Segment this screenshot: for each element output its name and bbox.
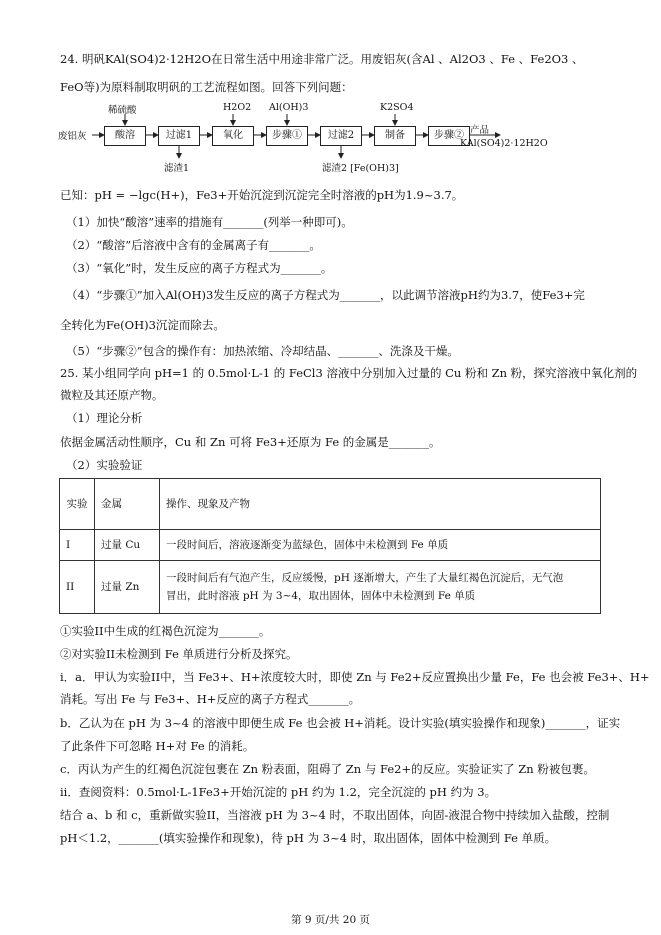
step-2: 步骤② bbox=[428, 126, 470, 146]
q24-part-1: （1）加快“酸溶”速率的措施有_______(列举一种即可)。 bbox=[66, 215, 353, 229]
q24-part-4b: 全转化为Fe(OH)3沉淀而除去。 bbox=[60, 318, 225, 332]
q25-ib-2: 了此条件下可忽略 H+对 Fe 的消耗。 bbox=[60, 739, 255, 753]
product-label: 产品 bbox=[470, 125, 490, 136]
q25-ia-2: 消耗。写出 Fe 与 Fe3+、H+反应的离子方程式_______。 bbox=[60, 692, 361, 706]
q25-ic: c．丙认为产生的红褐色沉淀包裹在 Zn 粉表面，阻碍了 Zn 与 Fe2+的反应。实验证实了 Zn 粉被包裹。 bbox=[60, 762, 595, 776]
q25-ii: ii．查阅资料：0.5mol·L-1Fe3+开始沉淀的 pH 约为 1.2，完全沉淀的 pH 约为 3。 bbox=[60, 785, 497, 799]
step-acid-dissolve: 酸溶 bbox=[104, 126, 146, 146]
step-filter-2: 过滤2 bbox=[320, 126, 362, 146]
experiment-table bbox=[59, 478, 601, 614]
product-formula: KAl(SO4)2·12H2O bbox=[460, 138, 548, 149]
row-2-metal: 过量 Zn bbox=[95, 561, 160, 614]
q25-sub-1: ①实验II中生成的红褐色沉淀为_______。 bbox=[60, 624, 271, 638]
q25-part-1-title: （1）理论分析 bbox=[66, 411, 143, 425]
reagent-h2o2: H2O2 bbox=[223, 102, 252, 113]
reagent-acid: 稀硫酸 bbox=[108, 105, 137, 116]
reagent-aloh3: Al(OH)3 bbox=[269, 102, 309, 113]
step-1: 步骤① bbox=[266, 126, 308, 146]
q25-final-1: 结合 a、b 和 c，重新做实验II，当溶液 pH 为 3~4 时，不取出固体，向固-液混合物中持续加入盐酸，控制 bbox=[60, 808, 610, 822]
table-row bbox=[60, 561, 601, 614]
q25-ib-1: b．乙认为在 pH 为 3~4 的溶液中即便生成 Fe 也会被 H+消耗。设计实验(填实验操作和现象)_______，证实 bbox=[60, 716, 621, 730]
row-1-metal: 过量 Cu bbox=[95, 530, 160, 561]
q24-known: 已知：pH = −lgc(H+)，Fe3+开始沉淀到沉淀完全时溶液的pH为1.9~3.7。 bbox=[60, 188, 464, 202]
step-prepare: 制备 bbox=[374, 126, 416, 146]
page-footer: 第 9 页/共 20 页 bbox=[291, 914, 370, 926]
q25-ia-1: i．a．甲认为实验II中，当 Fe3+、H+浓度较大时，即使 Zn 与 Fe2+反应置换出少量 Fe，Fe 也会被 Fe3+、H+ bbox=[60, 670, 650, 684]
filter-residue-2: 滤渣2 [Fe(OH)3] bbox=[322, 163, 399, 174]
q25-intro-1: 25. 某小组同学向 pH=1 的 0.5mol·L-1 的 FeCl3 溶液中分别加入过量的 Cu 粉和 Zn 粉，探究溶液中氧化剂的 bbox=[60, 366, 638, 380]
step-oxidize: 氧化 bbox=[212, 126, 254, 146]
header-metal: 金属 bbox=[95, 479, 160, 530]
step-filter-1: 过滤1 bbox=[158, 126, 200, 146]
header-experiment: 实验 bbox=[60, 479, 95, 530]
q24-intro: 24. 明矾KAl(SO4)2·12H2O在日常生活中用途非常广泛。用废铝灰(含Al 、Al2O3 、Fe 、Fe2O3 、 bbox=[60, 52, 584, 66]
q24-intro-2: FeO等)为原料制取明矾的工艺流程如图。回答下列问题： bbox=[60, 80, 353, 94]
process-flow-diagram bbox=[58, 102, 548, 176]
row-2-desc-line-2: 冒出，此时溶液 pH 为 3~4，取出固体，固体中未检测到 Fe 单质 bbox=[166, 590, 476, 602]
q25-part-1-text: 依据金属活动性顺序，Cu 和 Zn 可将 Fe3+还原为 Fe 的金属是_______。 bbox=[60, 435, 441, 449]
row-2-desc bbox=[160, 561, 601, 614]
q24-part-4a: （4）“步骤①”加入Al(OH)3发生反应的离子方程式为_______，以此调节溶液pH约为3.7，使Fe3+完 bbox=[66, 288, 585, 302]
flow-start: 废铝灰 bbox=[58, 131, 87, 142]
q25-intro-2: 微粒及其还原产物。 bbox=[60, 388, 164, 402]
header-operation: 操作、现象及产物 bbox=[160, 479, 601, 530]
row-2-id: II bbox=[60, 561, 95, 614]
row-1-desc: 一段时间后，溶液逐渐变为蓝绿色，固体中未检测到 Fe 单质 bbox=[160, 530, 601, 561]
table-row bbox=[60, 530, 601, 561]
table-header-row bbox=[60, 479, 601, 530]
q25-final-2: pH＜1.2，_______(填实验操作和现象)，待 pH 为 3~4 时，取出固体，固体中检测到 Fe 单质。 bbox=[60, 831, 557, 845]
row-2-desc-line-1: 一段时间后有气泡产生，反应缓慢，pH 逐渐增大，产生了大量红褐色沉淀后，无气泡 bbox=[166, 572, 564, 584]
q24-part-2: （2）“酸溶”后溶液中含有的金属离子有_______。 bbox=[66, 238, 321, 252]
q25-part-2-title: （2）实验验证 bbox=[66, 458, 143, 472]
reagent-k2so4: K2SO4 bbox=[380, 102, 414, 113]
row-1-id: I bbox=[60, 530, 95, 561]
q25-sub-2: ②对实验II未检测到 Fe 单质进行分析及探究。 bbox=[60, 647, 298, 661]
filter-residue-1: 滤渣1 bbox=[164, 163, 190, 174]
q24-part-5: （5）“步骤②”包含的操作有：加热浓缩、冷却结晶、_______、洗涤及干燥。 bbox=[66, 344, 459, 358]
q24-part-3: （3）“氧化”时，发生反应的离子方程式为_______。 bbox=[66, 261, 333, 275]
